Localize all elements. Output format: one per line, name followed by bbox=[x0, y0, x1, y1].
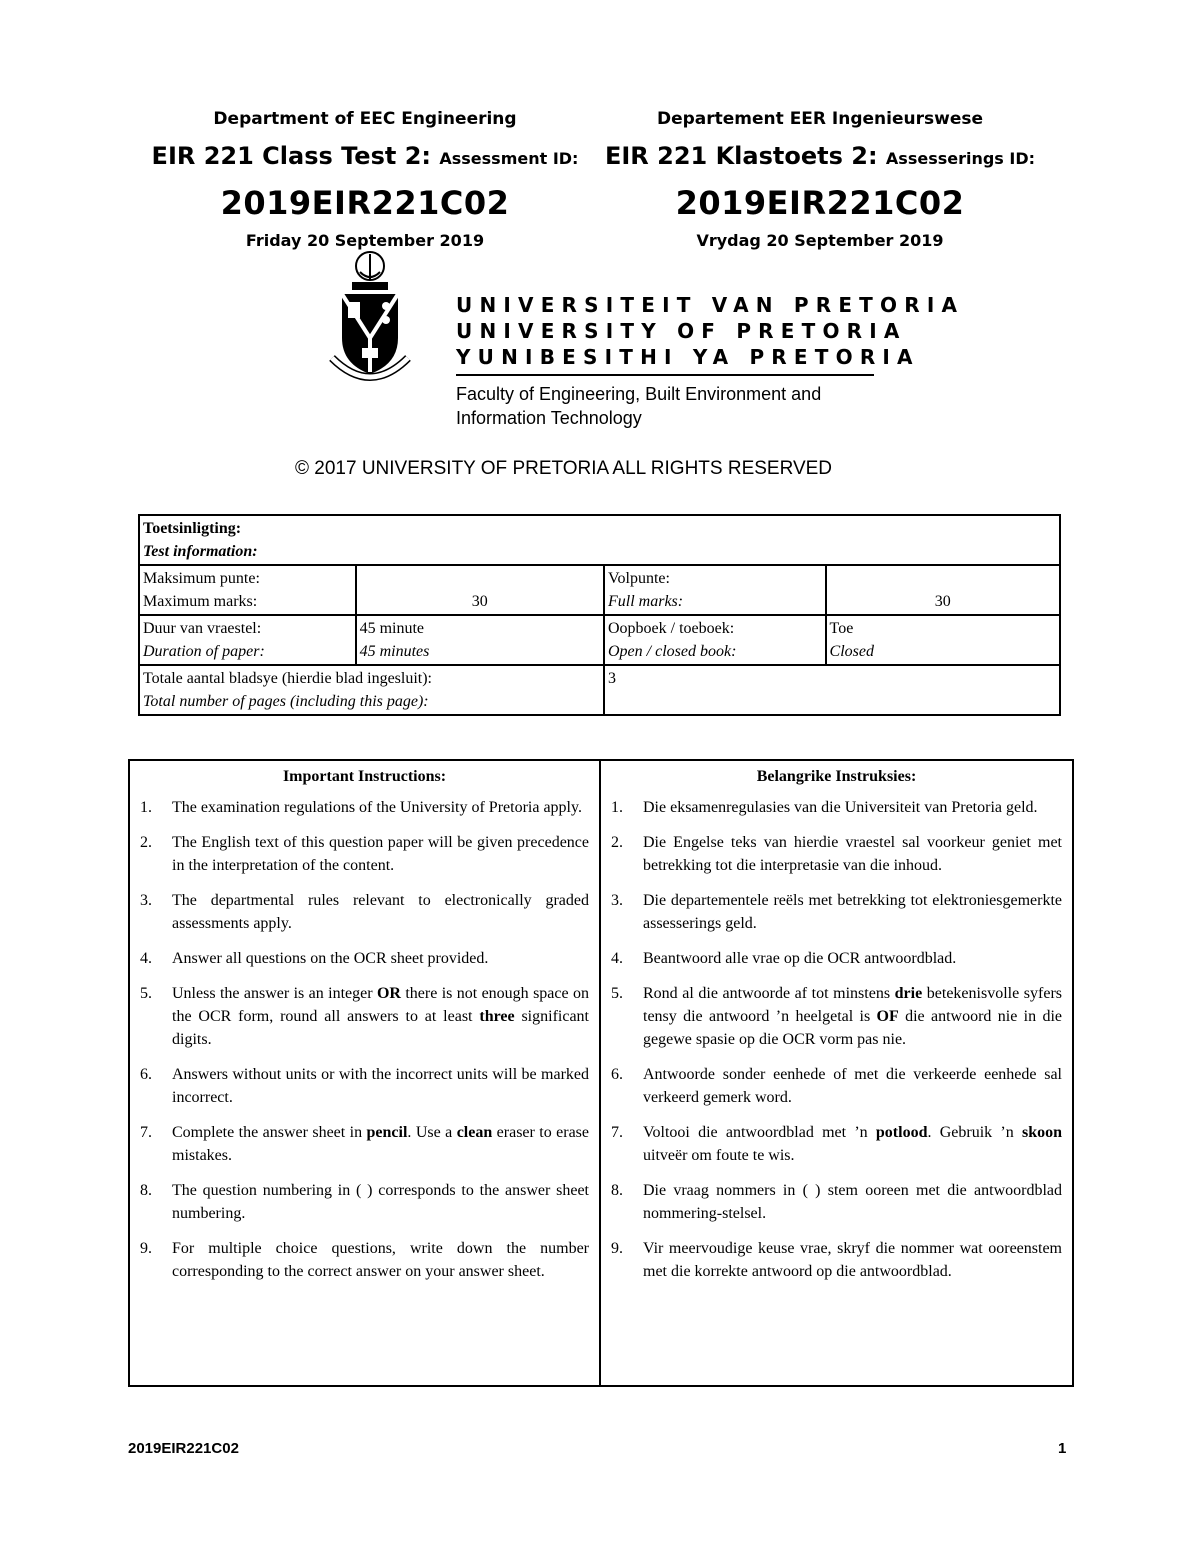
table-row bbox=[139, 615, 1060, 665]
item-text-part: . Use a bbox=[407, 1124, 457, 1141]
emphasis-text: clean bbox=[456, 1124, 493, 1141]
copyright-notice: © 2017 UNIVERSITY OF PRETORIA ALL RIGHTS RESERVED bbox=[295, 458, 833, 479]
book-label bbox=[604, 615, 826, 665]
item-number: 3. bbox=[140, 892, 152, 909]
logo-divider bbox=[456, 374, 874, 376]
item-text-part: . Gebruik ’n bbox=[927, 1124, 1022, 1141]
item-text bbox=[172, 1121, 589, 1167]
item-text-part: there is not enough space on the OCR form, round all answers to at least bbox=[172, 985, 589, 1025]
item-text-part: uitveër om foute te wis. bbox=[643, 1147, 795, 1164]
item-number: 2. bbox=[611, 834, 623, 851]
item-number: 1. bbox=[140, 799, 152, 816]
full-marks-label-af: Volpunte: bbox=[608, 570, 670, 587]
item-number: 3. bbox=[611, 892, 623, 909]
list-item bbox=[611, 889, 1062, 935]
item-text-part: significant digits. bbox=[172, 1008, 589, 1048]
item-text-part: Rond al die antwoorde af tot minstens bbox=[643, 985, 895, 1002]
duration-value bbox=[356, 615, 604, 665]
item-text-part: For multiple choice questions, write down the number corresponding to the correct answer on your answer sheet. bbox=[172, 1240, 589, 1280]
assessment-label: Assessment ID: bbox=[439, 149, 579, 168]
item-text-part: The departmental rules relevant to electronically graded assessments apply. bbox=[172, 892, 589, 932]
item-text-part: betekenisvolle syfers tensy die antwoord ’n heelgetal is bbox=[643, 985, 1062, 1025]
item-text bbox=[643, 889, 1062, 935]
item-text bbox=[172, 1237, 589, 1283]
university-name-afrikaans: UNIVERSITEIT VAN PRETORIA bbox=[456, 293, 965, 317]
book-value-en: Closed bbox=[829, 643, 874, 660]
info-heading-en: Test information: bbox=[143, 543, 258, 560]
test-date: Vrydag 20 September 2019 bbox=[696, 231, 944, 250]
assessment-id: 2019EIR221C02 bbox=[675, 184, 965, 222]
item-text-part: Antwoorde sonder eenhede of met die verkeerde eenhede sal verkeerd gemerk word. bbox=[643, 1066, 1062, 1106]
item-number: 1. bbox=[611, 799, 623, 816]
item-number: 9. bbox=[611, 1240, 623, 1257]
instructions-afrikaans bbox=[601, 761, 1072, 1385]
pages-label-en: Total number of pages (including this page): bbox=[143, 693, 429, 710]
instructions-title-en: Important Instructions: bbox=[282, 768, 447, 785]
item-text bbox=[643, 947, 1062, 970]
university-crest-icon bbox=[328, 246, 413, 396]
emphasis-text: three bbox=[479, 1008, 515, 1025]
max-marks-label-en: Maximum marks: bbox=[143, 593, 258, 610]
list-item bbox=[611, 982, 1062, 1051]
info-heading-af: Toetsinligting: bbox=[143, 520, 242, 537]
book-label-af: Oopboek / toeboek: bbox=[608, 620, 735, 637]
item-text-part: Vir meervoudige keuse vrae, skryf die nommer wat ooreenstem met die korrekte antwoord op die antwoordblad. bbox=[643, 1240, 1062, 1280]
item-text-part: Die vraag nommers in ( ) stem ooreen met die antwoordblad nommering-stelsel. bbox=[643, 1182, 1062, 1222]
item-number: 6. bbox=[611, 1066, 623, 1083]
header-english bbox=[105, 106, 625, 254]
instructions-list-af bbox=[611, 796, 1062, 1283]
instructions-english bbox=[130, 761, 601, 1385]
item-text-part: The question numbering in ( ) corresponds to the answer sheet numbering. bbox=[172, 1182, 589, 1222]
list-item bbox=[140, 982, 589, 1051]
test-information-table bbox=[138, 514, 1061, 716]
item-number: 2. bbox=[140, 834, 152, 851]
item-text-part: eraser to erase mistakes. bbox=[172, 1124, 590, 1164]
pages-label-af: Totale aantal bladsye (hierdie blad ingesluit): bbox=[143, 670, 432, 687]
item-text-part: The examination regulations of the University of Pretoria apply. bbox=[172, 799, 582, 816]
list-item bbox=[140, 796, 589, 819]
item-text-part: Die departementele reëls met betrekking tot elektroniesgemerkte assesserings geld. bbox=[643, 892, 1062, 932]
test-title-text: EIR 221 Klastoets 2: bbox=[604, 142, 878, 170]
item-text-part: Complete the answer sheet in bbox=[172, 1124, 367, 1141]
book-value-af: Toe bbox=[829, 620, 854, 637]
page-number: 1 bbox=[1058, 1440, 1067, 1457]
item-text-part: die antwoord nie in die gegewe spasie op die OCR vorm pas nie. bbox=[643, 1008, 1062, 1048]
list-item bbox=[611, 1121, 1062, 1167]
item-number: 6. bbox=[140, 1066, 152, 1083]
item-text bbox=[172, 947, 589, 970]
duration-label-en: Duration of paper: bbox=[143, 643, 265, 660]
instructions-title-af: Belangrike Instruksies: bbox=[756, 768, 917, 785]
list-item bbox=[611, 947, 1062, 970]
item-text bbox=[643, 1063, 1062, 1109]
list-item bbox=[611, 831, 1062, 877]
list-item bbox=[140, 1179, 589, 1225]
university-name-sepedi: YUNIBESITHI YA PRETORIA bbox=[456, 345, 920, 369]
list-item bbox=[140, 1121, 589, 1167]
item-number: 5. bbox=[611, 985, 623, 1002]
test-date: Friday 20 September 2019 bbox=[245, 231, 485, 250]
pages-label bbox=[139, 665, 604, 715]
duration-value-af: 45 minute bbox=[359, 620, 425, 637]
item-text bbox=[643, 1121, 1062, 1167]
item-text bbox=[643, 1179, 1062, 1225]
item-text-part: Die Engelse teks van hierdie vraestel sal voorkeur geniet met betrekking tot die interpretasie van die inhoud. bbox=[643, 834, 1062, 874]
item-text bbox=[172, 982, 589, 1051]
instructions-box bbox=[128, 759, 1074, 1387]
list-item bbox=[611, 796, 1062, 819]
full-marks-label-en: Full marks: bbox=[608, 593, 684, 610]
max-marks-label-af: Maksimum punte: bbox=[143, 570, 260, 587]
table-row bbox=[139, 665, 1060, 715]
item-text-part: Answer all questions on the OCR sheet provided. bbox=[172, 950, 489, 967]
item-text-part: Voltooi die antwoordblad met ’n bbox=[643, 1124, 876, 1141]
item-text bbox=[172, 1179, 589, 1225]
item-number: 4. bbox=[140, 950, 152, 967]
list-item bbox=[611, 1237, 1062, 1283]
item-text bbox=[643, 831, 1062, 877]
max-marks-label bbox=[139, 565, 356, 615]
table-row bbox=[139, 515, 1060, 565]
item-text bbox=[172, 796, 589, 819]
emphasis-text: pencil bbox=[366, 1124, 408, 1141]
item-text-part: The English text of this question paper will be given precedence in the interpretation of the content. bbox=[172, 834, 589, 874]
info-heading-cell bbox=[139, 515, 1060, 565]
department-name: Departement EER Ingenieurswese bbox=[656, 109, 984, 129]
test-title bbox=[560, 136, 1080, 176]
table-row bbox=[139, 565, 1060, 615]
item-text bbox=[643, 796, 1062, 819]
duration-label-af: Duur van vraestel: bbox=[143, 620, 262, 637]
item-number: 5. bbox=[140, 985, 152, 1002]
book-value bbox=[826, 615, 1060, 665]
item-number: 7. bbox=[611, 1124, 623, 1141]
item-text bbox=[643, 982, 1062, 1051]
list-item bbox=[140, 831, 589, 877]
item-text-part: Unless the answer is an integer bbox=[172, 985, 377, 1002]
duration-label bbox=[139, 615, 356, 665]
item-number: 7. bbox=[140, 1124, 152, 1141]
faculty-line-1: Faculty of Engineering, Built Environment and bbox=[456, 384, 822, 404]
full-marks-label bbox=[604, 565, 826, 615]
list-item bbox=[140, 1237, 589, 1283]
list-item bbox=[140, 889, 589, 935]
item-text bbox=[172, 889, 589, 935]
department-name: Department of EEC Engineering bbox=[213, 109, 517, 129]
item-text-part: Die eksamenregulasies van die Universiteit van Pretoria geld. bbox=[643, 799, 1038, 816]
assessment-label: Assesserings ID: bbox=[885, 149, 1036, 168]
assessment-id: 2019EIR221C02 bbox=[220, 184, 510, 222]
duration-value-en: 45 minutes bbox=[359, 643, 430, 660]
list-item bbox=[140, 1063, 589, 1109]
test-title bbox=[105, 136, 625, 176]
list-item bbox=[611, 1063, 1062, 1109]
pages-value: 3 bbox=[604, 665, 1060, 715]
list-item bbox=[140, 947, 589, 970]
university-name-english: UNIVERSITY OF PRETORIA bbox=[456, 319, 907, 343]
test-title-text: EIR 221 Class Test 2: bbox=[151, 142, 431, 170]
item-text bbox=[172, 1063, 589, 1109]
max-marks-value: 30 bbox=[356, 565, 604, 615]
emphasis-text: skoon bbox=[1021, 1124, 1063, 1141]
list-item bbox=[611, 1179, 1062, 1225]
instructions-list-en bbox=[140, 796, 589, 1283]
item-number: 4. bbox=[611, 950, 623, 967]
faculty-name bbox=[456, 382, 821, 430]
emphasis-text: potlood bbox=[875, 1124, 928, 1141]
item-text bbox=[643, 1237, 1062, 1283]
full-marks-value: 30 bbox=[826, 565, 1060, 615]
university-logo bbox=[298, 246, 965, 456]
footer-assessment-id: 2019EIR221C02 bbox=[128, 1440, 239, 1457]
item-number: 9. bbox=[140, 1240, 152, 1257]
item-number: 8. bbox=[611, 1182, 623, 1199]
faculty-line-2: Information Technology bbox=[456, 408, 642, 428]
item-text bbox=[172, 831, 589, 877]
header-afrikaans bbox=[560, 106, 1080, 254]
emphasis-text: OF bbox=[876, 1008, 899, 1025]
emphasis-text: drie bbox=[894, 985, 923, 1002]
emphasis-text: OR bbox=[376, 985, 401, 1002]
university-names bbox=[456, 292, 964, 370]
item-number: 8. bbox=[140, 1182, 152, 1199]
item-text-part: Answers without units or with the incorrect units will be marked incorrect. bbox=[172, 1066, 589, 1106]
item-text-part: Beantwoord alle vrae op die OCR antwoordblad. bbox=[643, 950, 957, 967]
book-label-en: Open / closed book: bbox=[608, 643, 737, 660]
